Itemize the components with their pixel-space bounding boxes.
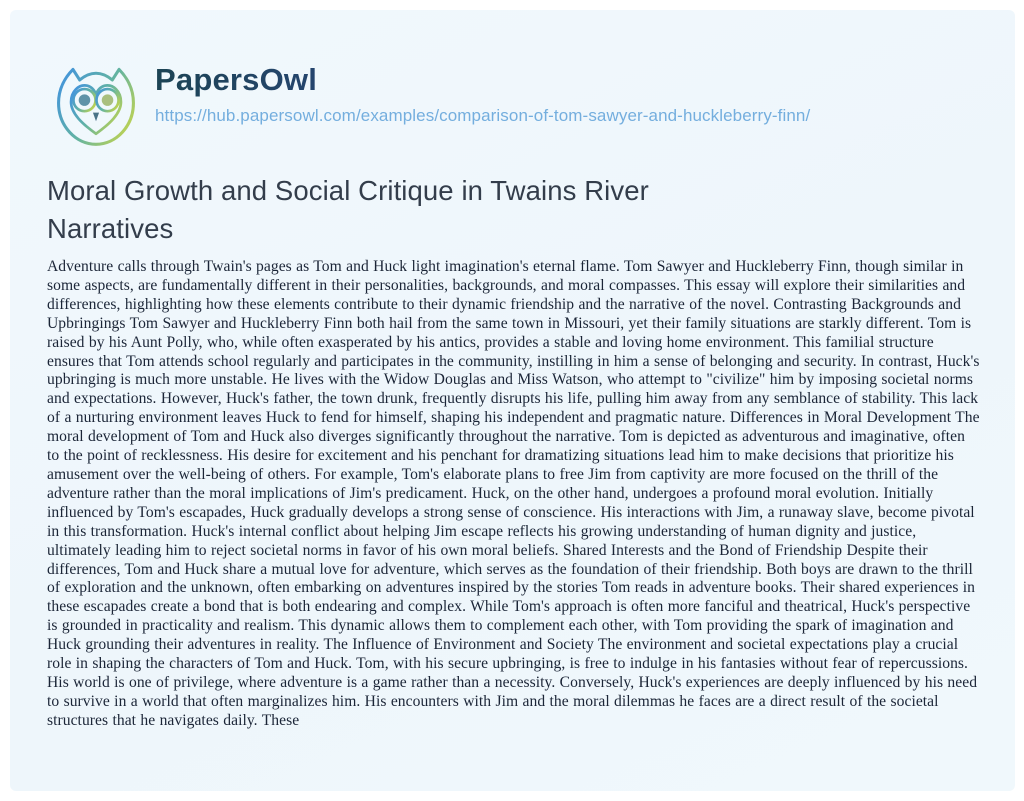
source-url-link[interactable]: https://hub.papersowl.com/examples/comparison-of-tom-sawyer-and-huckleberry-finn/ — [155, 106, 811, 125]
brand-name: PapersOwl — [155, 62, 318, 97]
papersowl-logo[interactable] — [48, 55, 144, 151]
page-title: Moral Growth and Social Critique in Twains River Narratives — [47, 175, 649, 244]
essay-body-text: Adventure calls through Twain's pages as Tom and Huck light imagination's eternal flame. Tom Sawyer and Huckleberry Finn, though similar in some aspects, are fundamentally different in their personalities, backgrounds, and moral compasses. This essay will explore their similarities and differences, highlighting how these elements contribute to their dynamic friendship and the narrative of the novel. Contrasting Backgrounds and Upbringings Tom Sawyer and Huckleberry Finn both hail from the same town in Missouri, yet their family situations are starkly different. Tom is raised by his Aunt Polly, who, while often exasperated by his antics, provides a stable and loving home environment. This familial structure ensures that Tom attends school regularly and participates in the community, instilling in him a sense of belonging and security. In contrast, Huck's upbringing is much more unstable. He lives with the Widow Douglas and Miss Watson, who attempt to "civilize" him by imposing societal norms and expectations. However, Huck's father, the town drunk, frequently disrupts his life, pulling him away from any semblance of stability. This lack of a nurturing environment leaves Huck to fend for himself, shaping his independent and pragmatic nature. Differences in Moral Development The moral development of Tom and Huck also diverges significantly throughout the narrative. Tom is depicted as adventurous and imaginative, often to the point of recklessness. His desire for excitement and his penchant for dramatizing situations lead him to make decisions that prioritize his amusement over the well-being of others. For example, Tom's elaborate plans to free Jim from captivity are more focused on the thrill of the adventure rather than the moral implications of Jim's predicament. Huck, on the other hand, undergoes a profound moral evolution. Initially influenced by Tom's escapades, Huck gradually develops a strong sense of conscience. His interactions with Jim, a runaway slave, become pivotal in this transformation. Huck's internal conflict about helping Jim escape reflects his growing understanding of human dignity and justice, ultimately leading him to reject societal norms in favor of his own moral beliefs. Shared Interests and the Bond of Friendship Despite their differences, Tom and Huck share a mutual love for adventure, which serves as the foundation of their friendship. Both boys are drawn to the thrill of exploration and the unknown, often embarking on adventures inspired by the stories Tom reads in adventure books. Their shared experiences in these escapades create a bond that is both endearing and complex. While Tom's approach is often more fanciful and theatrical, Huck's perspective is grounded in practicality and realism. This dynamic allows them to complement each other, with Tom providing the spark of imagination and Huck grounding their adventures in reality. The Influence of Environment and Society The environment and societal expectations play a crucial role in shaping the characters of Tom and Huck. Tom, with his secure upbringing, is free to indulge in his fantasies without fear of repercussions. His world is one of privilege, where adventure is a game rather than a necessity. Conversely, Huck's experiences are deeply influenced by his need to survive in a world that often marginalizes him. His encounters with Jim and the moral dilemmas he faces are a direct result of the societal structures that he navigates daily. These — [47, 258, 980, 729]
document-card — [10, 10, 1015, 791]
owl-icon — [48, 55, 144, 151]
